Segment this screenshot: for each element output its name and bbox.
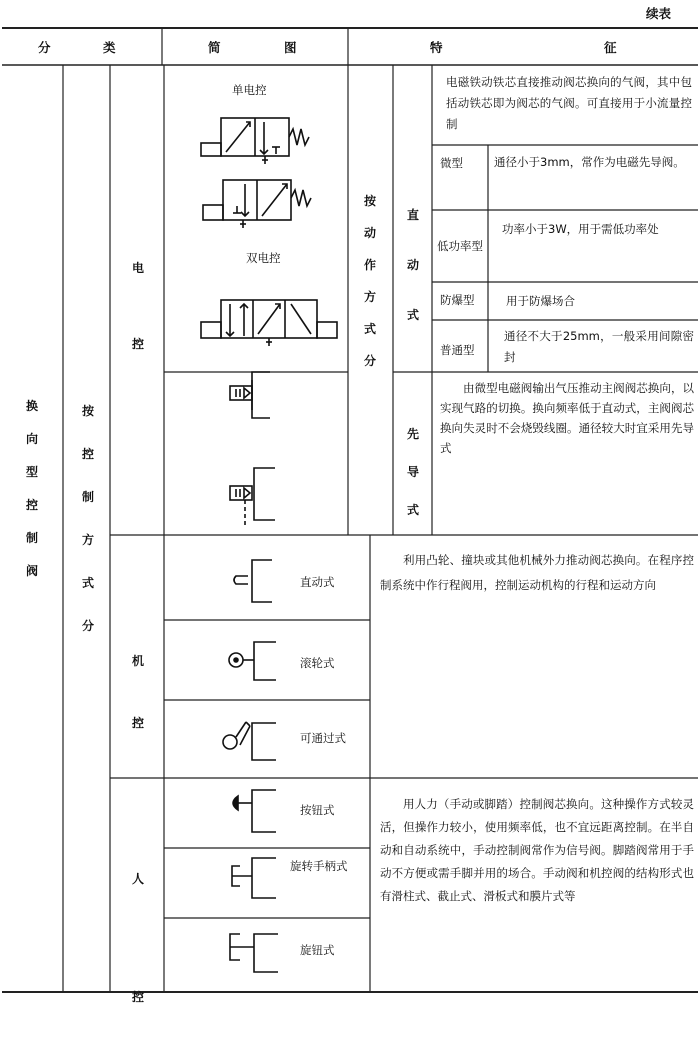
pilot-valve-1 <box>230 372 270 418</box>
roller-actuator-icon <box>229 642 276 680</box>
header-category-a: 分 <box>38 40 51 55</box>
double-solenoid-valve <box>201 300 337 346</box>
pass-through-roller-icon <box>223 722 276 760</box>
rotary-handle-icon <box>232 858 276 898</box>
type-lowpower-desc: 功率小于3W，用于需低功率处 <box>502 222 659 236</box>
type-micro-label: 微型 <box>440 156 463 170</box>
pilot-label: 先导式 <box>406 427 419 517</box>
manual-rotary-label: 旋转手柄式 <box>290 859 348 873</box>
direct-action-label: 直动式 <box>406 208 419 322</box>
manual-description: 用人力（手动或脚踏）控制阀芯换向。这种操作方式较灵活，但操作力较小，使用频率低，也不宜远距离控制。在半自动和自动系统中，手动控制阀常作为信号阀。脚踏阀常用于手动不方便或需手脚并用的场合。手动阀和机控阀的结构形式也有滑柱式、截止式、滑板式和膜片式等 <box>380 797 694 903</box>
mechanical-control-label: 机控 <box>131 654 144 730</box>
single-solenoid-label: 单电控 <box>232 83 267 97</box>
header-feature-a: 特 <box>430 40 443 55</box>
type-micro-desc: 通径小于3mm，常作为电磁先导阀。 <box>494 155 685 169</box>
manual-button-label: 按钮式 <box>300 803 335 817</box>
direct-action-description: 电磁铁动铁芯直接推动阀芯换向的气阀，其中包括动铁芯即为阀芯的气阀。可直接用于小流量控制 <box>446 75 692 131</box>
single-solenoid-valve-2 <box>203 180 311 228</box>
header-category-b: 类 <box>103 40 116 55</box>
pilot-valve-2 <box>230 468 275 528</box>
plunger-actuator-icon <box>234 560 272 602</box>
header-diagram-a: 简 <box>208 40 221 55</box>
continued-label: 续表 <box>646 6 672 21</box>
knob-icon <box>230 934 278 972</box>
manual-control-label: 人控 <box>131 872 144 1004</box>
pilot-description: 由微型电磁阀输出气压推动主阀阀芯换向，以实现气路的切换。换向频率低于直动式，主阀阀芯换向失灵时不会烧毁线圈。通径较大时宜采用先导式 <box>440 381 694 455</box>
mech-passthrough-label: 可通过式 <box>300 731 346 745</box>
double-solenoid-label: 双电控 <box>246 251 281 265</box>
mechanical-description: 利用凸轮、撞块或其他机械外力推动阀芯换向。在程序控制系统中作行程阀用，控制运动机构的行程和运动方向 <box>380 553 694 592</box>
electric-control-label: 电控 <box>131 261 144 351</box>
mech-roller-label: 滚轮式 <box>300 656 335 670</box>
manual-knob-label: 旋钮式 <box>300 943 335 957</box>
header-diagram-b: 图 <box>284 40 297 55</box>
operation-mode-label: 按动作方式分 <box>363 194 376 368</box>
group-label: 换向型控制阀 <box>25 399 38 578</box>
type-lowpower-label: 低功率型 <box>437 239 483 253</box>
type-explosion-label: 防爆型 <box>440 293 475 307</box>
type-explosion-desc: 用于防爆场合 <box>506 294 575 308</box>
type-general-desc: 通径不大于25mm，一般采用间隙密封 <box>504 329 694 364</box>
control-mode-label: 按控制方式分 <box>81 404 94 633</box>
push-button-icon <box>233 790 276 832</box>
mech-direct-label: 直动式 <box>300 575 335 589</box>
single-solenoid-valve-1 <box>201 118 309 164</box>
type-general-label: 普通型 <box>440 343 475 357</box>
header-feature-b: 征 <box>604 40 617 55</box>
